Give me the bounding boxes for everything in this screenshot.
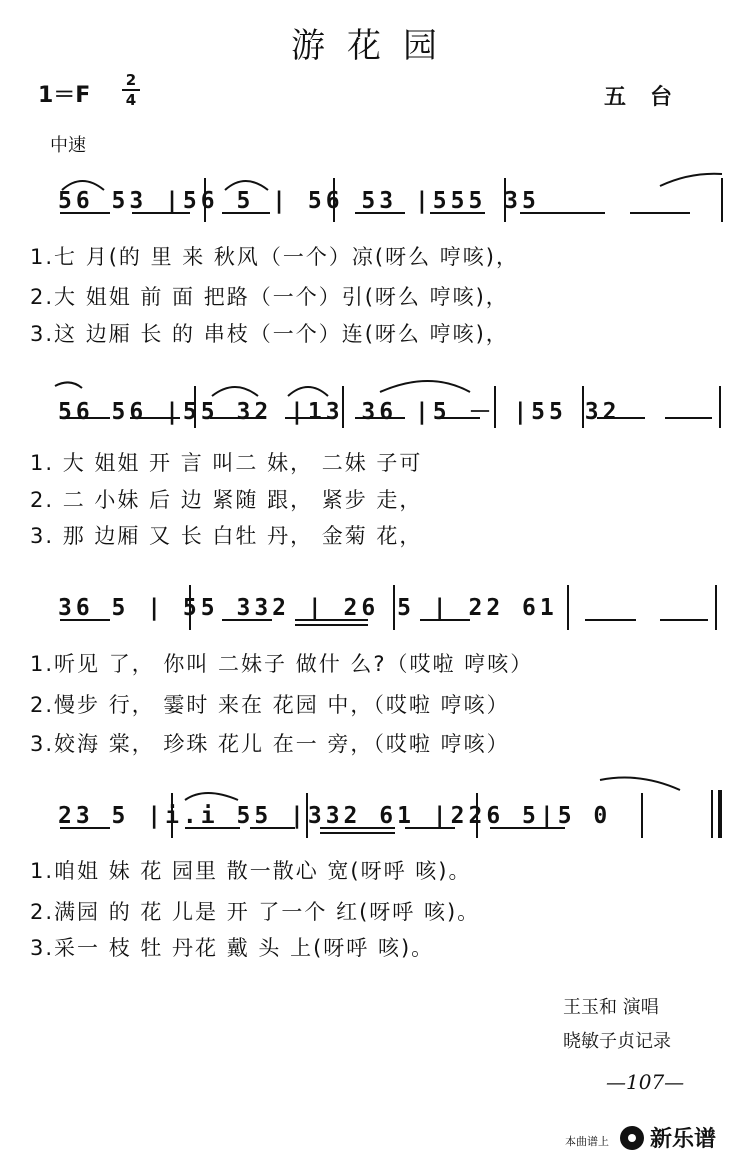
lyric-s2-verse-3: 3. 那 边厢 又 长 白牡 丹， 金菊 花， — [30, 524, 423, 548]
brand-logo — [620, 1122, 716, 1153]
brand-name: 新乐谱 — [650, 1127, 717, 1152]
region-label: 五台 — [604, 85, 697, 110]
song-title: 游花园 — [291, 26, 459, 66]
lyric-s4-verse-2: 2.满园 的 花 儿是 开 了一个 红(呀呼 咳)。 — [30, 900, 481, 924]
notes-system-2: 56 56 |55 32 |13 36 |5 － |55 32 — [58, 399, 621, 425]
tempo-marking: 中速 — [50, 135, 86, 156]
meter-bottom: 4 — [125, 91, 137, 109]
lyric-s3-verse-2: 2.慢步 行， 霎时 来在 花园 中，（哎啦 哼咳） — [30, 693, 510, 717]
time-signature — [122, 72, 140, 108]
lyric-s1-verse-3: 3.这 边厢 长 的 串枝（一个）连(呀么 哼咳)， — [30, 322, 509, 346]
lyric-s2-verse-2: 2. 二 小妹 后 边 紧随 跟， 紧步 走， — [30, 488, 423, 512]
lyric-s3-verse-3: 3.姣海 棠， 珍珠 花儿 在一 旁，（哎啦 哼咳） — [30, 732, 510, 756]
key-signature: 1＝F — [38, 83, 91, 108]
notes-system-3: 36 5 | 55 332 | 26 5 | 22 61 — [58, 595, 558, 621]
record-disc-icon — [620, 1126, 644, 1150]
lyric-s4-verse-1: 1.咱姐 妹 花 园里 散一散心 宽(呀呼 咳)。 — [30, 859, 472, 883]
lyric-s4-verse-3: 3.采一 枝 牡 丹花 戴 头 上(呀呼 咳)。 — [30, 936, 435, 960]
footer-note: 本曲谱上 — [565, 1135, 609, 1148]
lyric-s2-verse-1: 1. 大 姐姐 开 言 叫二 妹， 二妹 子可 — [30, 451, 423, 475]
lyric-s1-verse-2: 2.大 姐姐 前 面 把路（一个）引(呀么 哼咳)， — [30, 285, 509, 309]
lyric-s3-verse-1: 1.听见 了， 你叫 二妹子 做什 么?（哎啦 哼咳） — [30, 652, 534, 676]
notes-system-4: 23 5 |i.i 55 |332 61 |226 5|5 0 — [58, 803, 612, 829]
notes-system-1: 56 53 |56 5 | 56 53 |555 35 — [58, 188, 540, 214]
meter-top: 2 — [125, 71, 137, 89]
singer-credit: 王玉和 演唱 — [563, 997, 659, 1018]
page-number: —107— — [606, 1070, 685, 1094]
lyric-s1-verse-1: 1.七 月(的 里 来 秋风（一个）凉(呀么 哼咳)， — [30, 245, 519, 269]
recorder-credit: 晓敏子贞记录 — [563, 1031, 671, 1052]
